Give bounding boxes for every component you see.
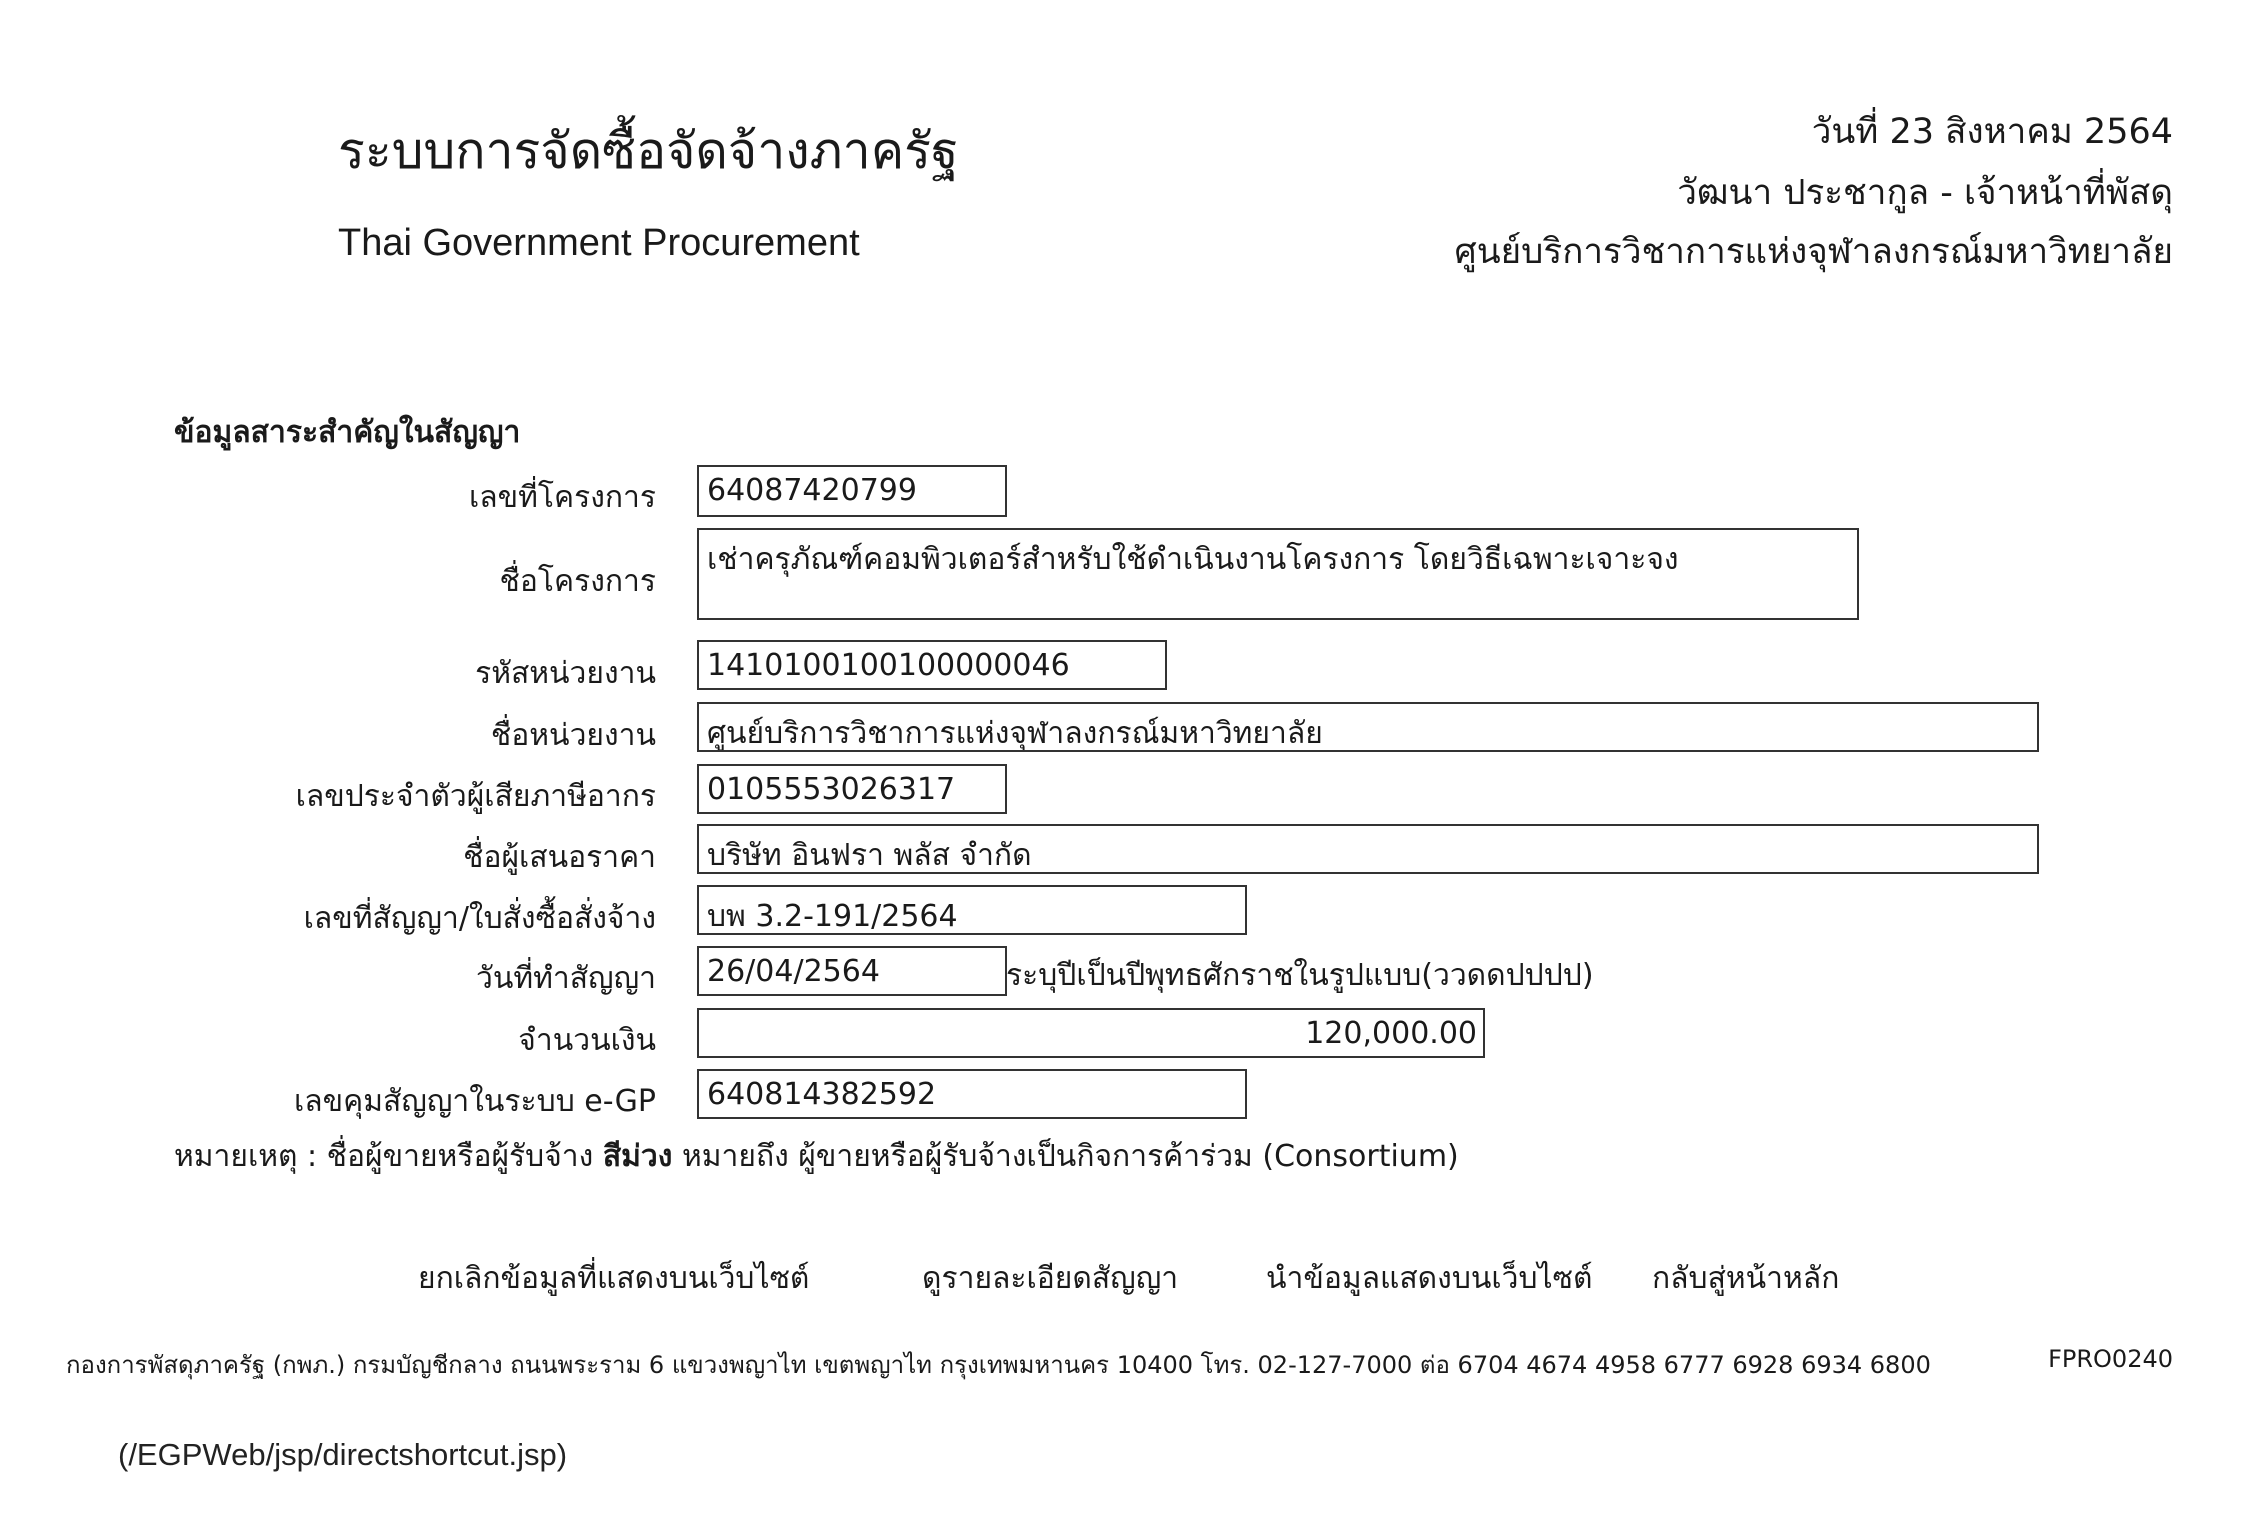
amount-field[interactable]: 120,000.00 (697, 1008, 1485, 1058)
publish-web-link[interactable]: นำข้อมูลแสดงบนเว็บไซต์ (1266, 1261, 1593, 1296)
dept-name-label: ชื่อหน่วยงาน (490, 718, 656, 753)
cancel-web-link[interactable]: ยกเลิกข้อมูลที่แสดงบนเว็บไซต์ (418, 1261, 810, 1296)
project-no-label: เลขที่โครงการ (469, 480, 656, 515)
system-title-english: Thai Government Procurement (338, 222, 860, 264)
page-url: (/EGPWeb/jsp/directshortcut.jsp) (118, 1437, 568, 1472)
bidder-name-field[interactable]: บริษัท อินฟรา พลัส จำกัด (697, 824, 2039, 874)
dept-name-field[interactable]: ศูนย์บริการวิชาการแห่งจุฬาลงกรณ์มหาวิทยาลัย (697, 702, 2039, 752)
contract-date-field[interactable]: 26/04/2564 (697, 946, 1007, 996)
user-name: วัฒนา ประชากูล - เจ้าหน้าที่พัสดุ (1677, 173, 2173, 213)
section-title: ข้อมูลสาระสำคัญในสัญญา (174, 415, 521, 450)
dept-code-label: รหัสหน่วยงาน (475, 656, 656, 691)
remark-suffix: หมายถึง ผู้ขายหรือผู้รับจ้างเป็นกิจการค้าร่วม (Consortium) (681, 1139, 1459, 1174)
view-detail-link[interactable]: ดูรายละเอียดสัญญา (922, 1261, 1179, 1296)
egp-control-no-field[interactable]: 640814382592 (697, 1069, 1247, 1119)
tax-id-field[interactable]: 0105553026317 (697, 764, 1007, 814)
contract-date-label: วันที่ทำสัญญา (475, 961, 656, 996)
tax-id-label: เลขประจำตัวผู้เสียภาษีอากร (295, 779, 656, 814)
system-title-thai: ระบบการจัดซื้อจัดจ้างภาครัฐ (338, 122, 959, 180)
project-name-field[interactable]: เช่าครุภัณฑ์คอมพิวเตอร์สำหรับใช้ดำเนินงานโครงการ โดยวิธีเฉพาะเจาะจง (697, 528, 1859, 620)
organization-name: ศูนย์บริการวิชาการแห่งจุฬาลงกรณ์มหาวิทยาลัย (1454, 232, 2173, 272)
contract-no-label: เลขที่สัญญา/ใบสั่งซื้อสั่งจ้าง (303, 901, 656, 936)
amount-label: จำนวนเงิน (518, 1023, 656, 1058)
remark-prefix: หมายเหตุ : ชื่อผู้ขายหรือผู้รับจ้าง (174, 1139, 594, 1174)
contract-no-field[interactable]: บพ 3.2-191/2564 (697, 885, 1247, 935)
footer-address: กองการพัสดุภาครัฐ (กพภ.) กรมบัญชีกลาง ถนนพระราม 6 แขวงพญาไท เขตพญาไท กรุงเทพมหานคร 10400 โทร. 02-127-7000 ต่อ 6704 4674 4958 6777 6928 6934 6800 (66, 1351, 1931, 1379)
project-no-field[interactable]: 64087420799 (697, 465, 1007, 517)
date-format-note: ระบุปีเป็นปีพุทธศักราชในรูปแบบ(ววดดปปปป) (1006, 958, 1594, 993)
remark-highlight: สีม่วง (602, 1139, 673, 1174)
bidder-name-label: ชื่อผู้เสนอราคา (463, 840, 656, 875)
dept-code-field[interactable]: 1410100100100000046 (697, 640, 1167, 690)
egp-control-no-label: เลขคุมสัญญาในระบบ e-GP (294, 1084, 656, 1119)
project-name-label: ชื่อโครงการ (499, 564, 656, 599)
back-home-link[interactable]: กลับสู่หน้าหลัก (1652, 1261, 1840, 1296)
remark (174, 1133, 1459, 1180)
form-code: FPRO0240 (2048, 1345, 2173, 1373)
report-date: วันที่ 23 สิงหาคม 2564 (1811, 112, 2173, 152)
